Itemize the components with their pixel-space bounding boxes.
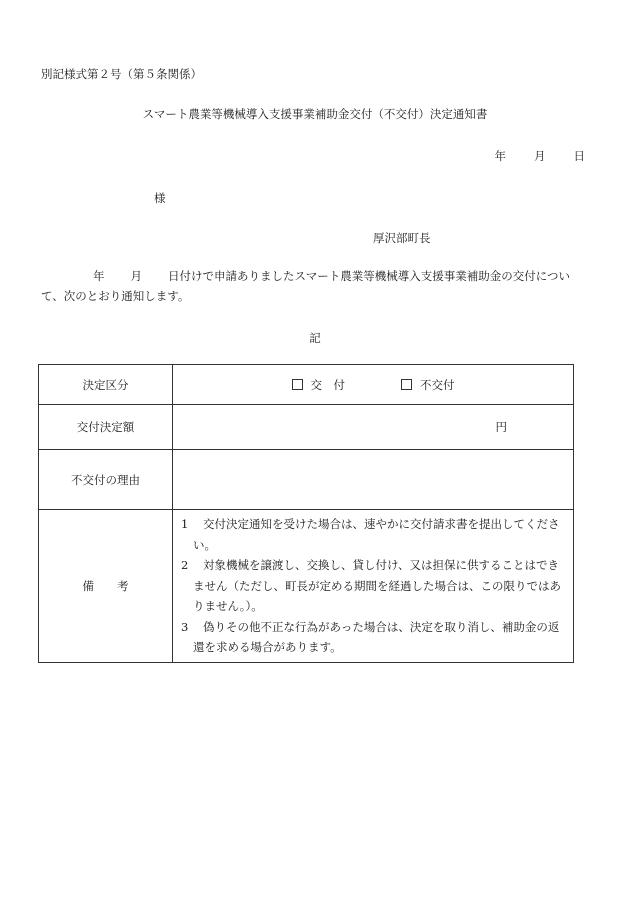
non-grant-label: 不交付: [420, 377, 455, 392]
ki-heading: 記: [309, 331, 321, 345]
option-grant[interactable]: [292, 377, 346, 393]
form-number: 別記様式第２号（第５条関係）: [41, 67, 202, 81]
date-line: [495, 148, 586, 164]
note-item: 2 対象機械を譲渡し、交換し、貸し付け、又は担保に供することはできません（ただし、町長が定める期間を経過した場合は、この限りではありません。）。: [181, 558, 561, 613]
decision-table: [38, 364, 574, 663]
non-grant-checkbox[interactable]: [401, 379, 412, 390]
body-month: 月: [130, 269, 142, 283]
grant-checkbox[interactable]: [292, 379, 303, 390]
remarks-notes: [173, 510, 574, 663]
body-text: [41, 266, 589, 306]
decision-type-label: 決定区分: [39, 365, 173, 405]
grant-amount-value: 円: [173, 405, 574, 450]
document-title: スマート農業等機械導入支援事業補助金交付（不交付）決定通知書: [142, 107, 488, 121]
table-row: [39, 365, 574, 405]
table-row: [39, 405, 574, 450]
grant-amount-label: 交付決定額: [39, 405, 173, 450]
decision-type-options: [173, 365, 574, 405]
remarks-label: 備 考: [39, 510, 173, 663]
option-non-grant[interactable]: [401, 377, 455, 393]
non-grant-reason-label: 不交付の理由: [39, 450, 173, 510]
non-grant-reason-value: [173, 450, 574, 510]
issuer: 厚沢部町長: [373, 231, 431, 245]
note-item: 3 偽りその他不正な行為があった場合は、決定を取り消し、補助金の返還を求める場合があります。: [181, 619, 560, 654]
addressee-suffix: 様: [154, 191, 166, 205]
date-month: 月: [534, 149, 546, 163]
body-main-text: 日付けで申請ありましたスマート農業等機械導入支援事業補助金の交付について、次のとおり通知します。: [41, 269, 571, 303]
date-day: 日: [573, 149, 585, 163]
body-year: 年: [93, 269, 105, 283]
grant-label: 交 付: [310, 377, 345, 392]
date-year: 年: [494, 149, 506, 163]
table-row: [39, 510, 574, 663]
table-row: [39, 450, 574, 510]
note-item: 1 交付決定通知を受けた場合は、速やかに交付請求書を提出してください。: [181, 517, 560, 552]
